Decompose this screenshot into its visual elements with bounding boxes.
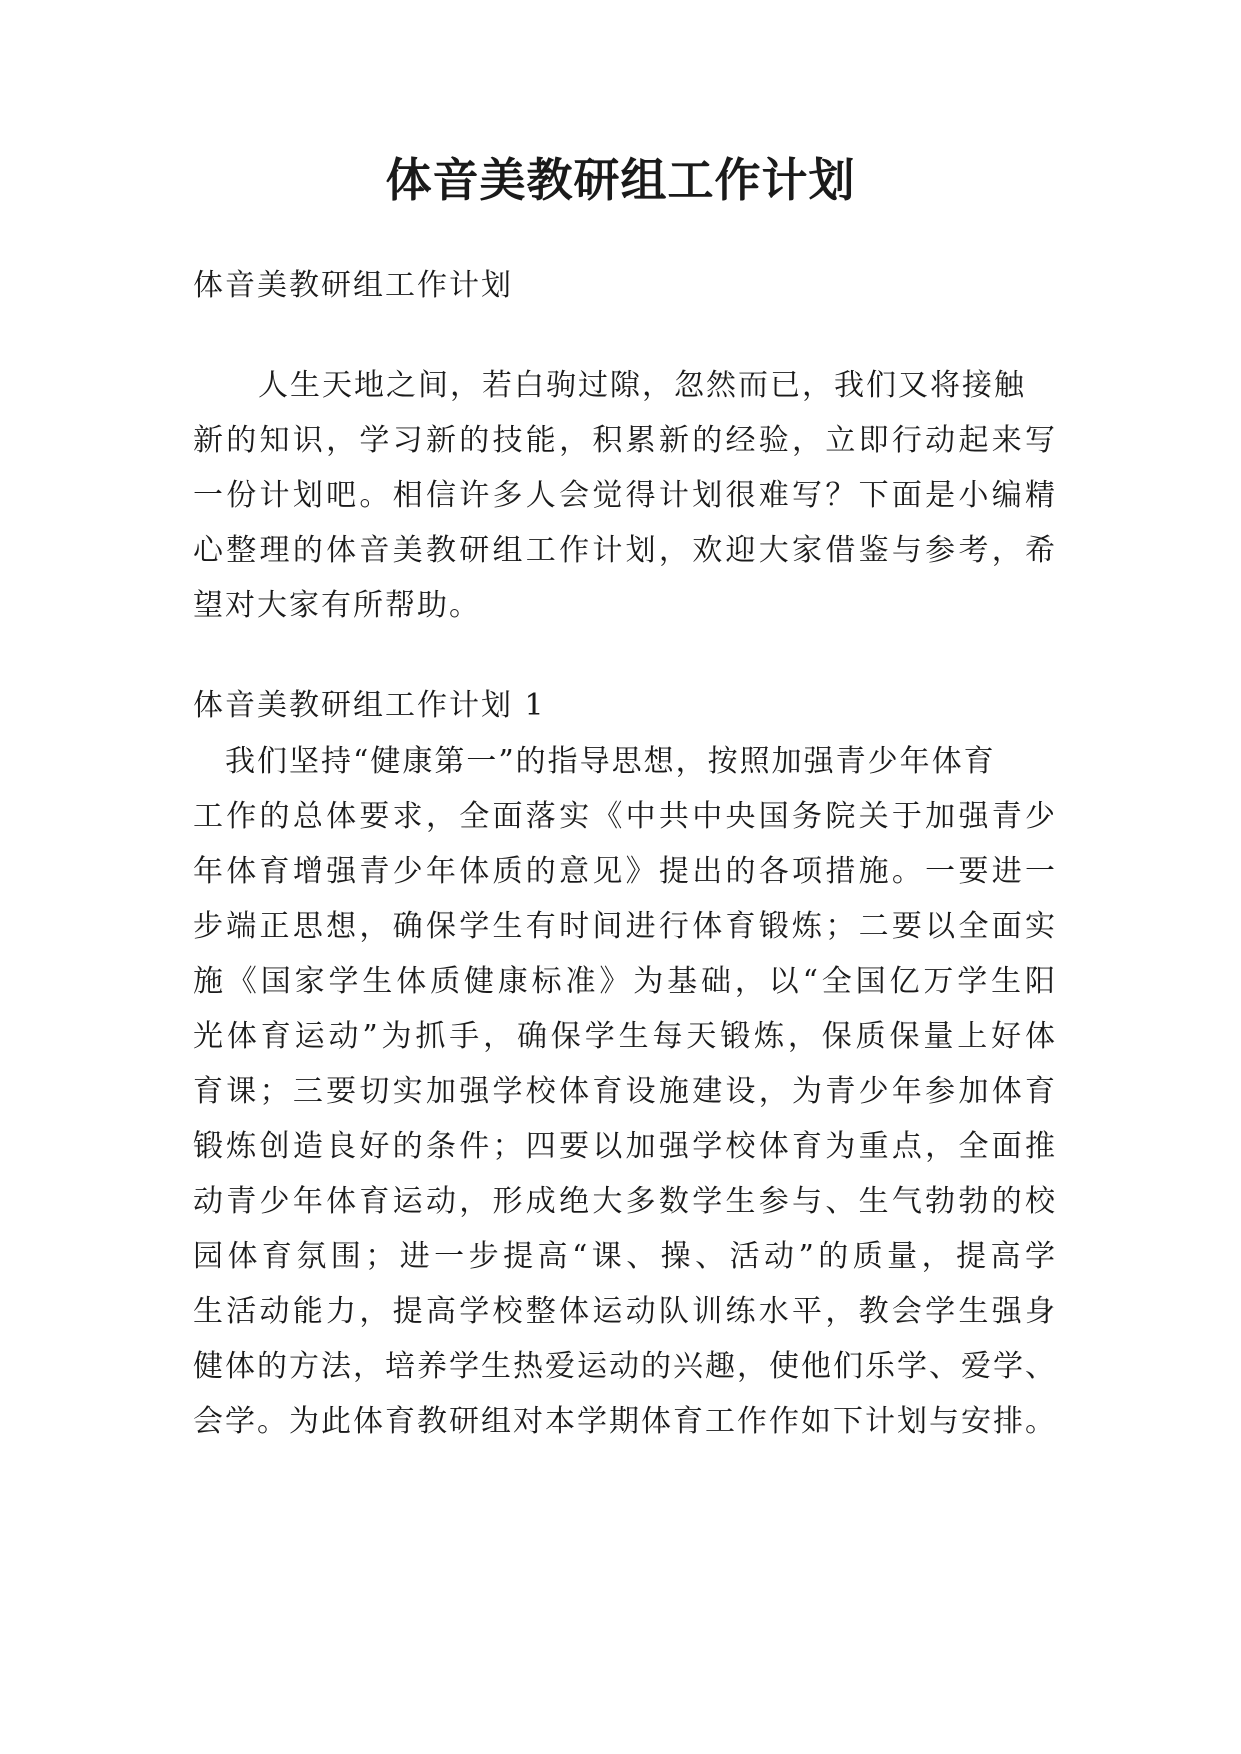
body-line: 光体育运动”为抓手，确保学生每天锻炼，保质保量上好体 bbox=[193, 1019, 1057, 1054]
body-line: 会学。为此体育教研组对本学期体育工作作如下计划与安排。 bbox=[193, 1404, 1057, 1439]
document-title: 体音美教研组工作计划 bbox=[385, 153, 856, 207]
intro-line: 心整理的体音美教研组工作计划，欢迎大家借鉴与参考，希 bbox=[193, 533, 1057, 568]
body-line: 园体育氛围；进一步提高“课、操、活动”的质量，提高学 bbox=[193, 1239, 1057, 1274]
body-line: 育课；三要切实加强学校体育设施建设，为青少年参加体育 bbox=[193, 1074, 1057, 1109]
body-line: 动青少年体育运动，形成绝大多数学生参与、生气勃勃的校 bbox=[193, 1184, 1057, 1219]
body-line: 步端正思想，确保学生有时间进行体育锻炼；二要以全面实 bbox=[193, 909, 1057, 944]
intro-line: 一份计划吧。相信许多人会觉得计划很难写？下面是小编精 bbox=[193, 478, 1057, 513]
body-line: 锻炼创造良好的条件；四要以加强学校体育为重点，全面推 bbox=[193, 1129, 1057, 1164]
document-subtitle: 体音美教研组工作计划 bbox=[193, 268, 513, 303]
intro-line: 新的知识，学习新的技能，积累新的经验，立即行动起来写 bbox=[193, 423, 1057, 458]
body-line: 工作的总体要求，全面落实《中共中央国务院关于加强青少 bbox=[193, 799, 1057, 834]
intro-line: 人生天地之间，若白驹过隙，忽然而已，我们又将接触 bbox=[258, 368, 1026, 403]
body-line: 我们坚持“健康第一”的指导思想，按照加强青少年体育 bbox=[225, 744, 996, 779]
intro-line: 望对大家有所帮助。 bbox=[193, 588, 481, 623]
body-line: 健体的方法，培养学生热爱运动的兴趣，使他们乐学、爱学、 bbox=[193, 1349, 1057, 1384]
body-line: 生活动能力，提高学校整体运动队训练水平，教会学生强身 bbox=[193, 1294, 1057, 1329]
body-line: 施《国家学生体质健康标准》为基础，以“全国亿万学生阳 bbox=[193, 964, 1057, 999]
body-line: 年体育增强青少年体质的意见》提出的各项措施。一要进一 bbox=[193, 854, 1057, 889]
section-heading: 体音美教研组工作计划 1 bbox=[193, 688, 546, 723]
